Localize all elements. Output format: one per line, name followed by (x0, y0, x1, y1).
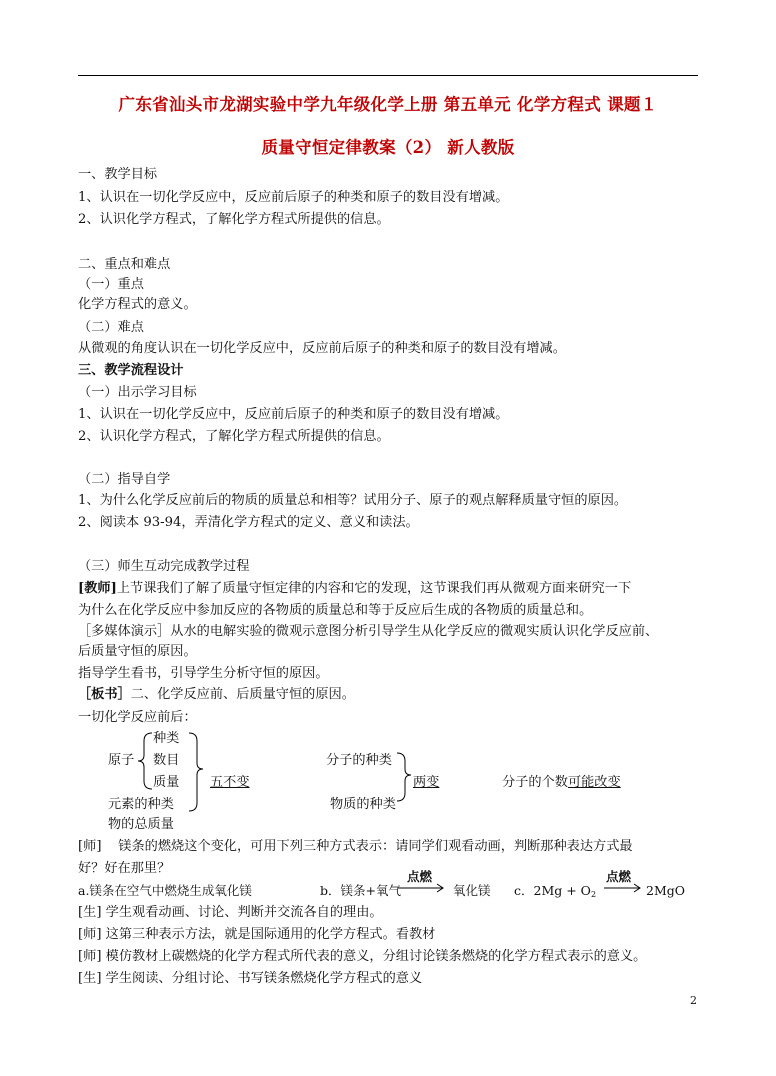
paragraph: 从微观的角度认识在一切化学反应中，反应前后原子的种类和原子的数目没有增减。 (78, 341, 566, 356)
subheading: （一）出示学习目标 (78, 385, 197, 400)
doc-title-line1: 广东省汕头市龙湖实验中学九年级化学上册 第五单元 化学方程式 课题１ (118, 95, 658, 114)
diagram-label-element-kind: 元素的种类 (108, 797, 174, 812)
paragraph: 1、认识在一切化学反应中，反应前后原子的种类和原子的数目没有增减。 (78, 407, 509, 422)
speaker-tag: ［板书］ (78, 687, 131, 702)
paragraph: 后质量守恒的原因。 (78, 644, 197, 659)
diagram-label-total-mass: 物的总质量 (108, 817, 174, 832)
section-heading: 一、教学目标 (78, 167, 158, 182)
paragraph: 1、认识在一切化学反应中，反应前后原子的种类和原子的数目没有增减。 (78, 190, 509, 205)
diagram-label-molecule-number-text: 分子的个数 (502, 775, 568, 790)
paragraph: 化学方程式的意义。 (78, 297, 197, 312)
doc-title-line2: 质量守恒定律教案（2） 新人教版 (261, 138, 515, 157)
speaker-tag: [师] (78, 839, 102, 854)
paragraph: [师] 模仿教材上碳燃烧的化学方程式所代表的意义，分组讨论镁条燃烧的化学方程式表示的意义。 (78, 949, 647, 964)
paragraph: 1、为什么化学反应前后的物质的质量总和相等？试用分子、原子的观点解释质量守恒的原因。 (78, 493, 628, 508)
equation-a: a.镁条在空气中燃烧生成氧化镁 (78, 883, 252, 898)
subheading: （一）重点 (78, 277, 144, 292)
paragraph-text: 上节课我们了解了质量守恒定律的内容和它的发现，这节课我们再从微观方面来研究一下 (116, 581, 632, 596)
equation-c-text: c．2Mg + O (514, 883, 591, 898)
paragraph: 2、认识化学方程式，了解化学方程式所提供的信息。 (78, 429, 390, 444)
paragraph: [生] 学生阅读、分组讨论、书写镁条燃烧化学方程式的意义 (78, 971, 423, 986)
paragraph-text: 镁条的燃烧这个变化，可用下列三种方式表示：请同学们观看动画，判断那种表达方式最 (118, 839, 633, 854)
equation-b-product: 氧化镁 (453, 883, 491, 898)
diagram-label-two-change: 两变 (413, 775, 440, 790)
diagram-label-kind: 种类 (153, 731, 180, 746)
paragraph: 好？好在那里？ (78, 861, 171, 876)
diagram-label-count: 数目 (153, 753, 180, 768)
paragraph: 2、认识化学方程式，了解化学方程式所提供的信息。 (78, 212, 390, 227)
subheading: （三）师生互动完成教学过程 (78, 559, 250, 574)
equation-c-subscript: 2 (590, 890, 597, 899)
paragraph: [生] 学生观看动画、讨论、判断并交流各自的理由。 (78, 905, 383, 920)
paragraph: 指导学生看书，引导学生分析守恒的原因。 (78, 666, 329, 681)
paragraph-text: 二、化学反应前、后质量守恒的原因。 (130, 687, 355, 702)
page-number: 2 (690, 994, 697, 1007)
speaker-tag: [教师] (78, 581, 117, 596)
subheading: （二）指导自学 (78, 472, 171, 487)
paragraph: 2、阅读本 93-94，弄清化学方程式的定义、意义和读法。 (78, 515, 419, 530)
paragraph: [师] 这第三种表示方法，就是国际通用的化学方程式。看教材 (78, 927, 436, 942)
diagram-label-may-change: 可能改变 (567, 775, 621, 790)
equation-b-condition: 点燃 (407, 869, 433, 884)
equation-c-reactants (514, 882, 596, 904)
paragraph: 一切化学反应前后： (78, 710, 197, 725)
diagram-label-atom: 原子 (108, 753, 135, 768)
subheading: （二）难点 (78, 320, 144, 335)
diagram-label-molecule-kind: 分子的种类 (326, 753, 392, 768)
diagram-label-five-unchanged: 五不变 (210, 775, 250, 790)
section-heading: 二、重点和难点 (78, 257, 171, 272)
paragraph: ［多媒体演示］从水的电解实验的微观示意图分析引导学生从化学反应的微观实质认识化学反应前、 (78, 624, 659, 639)
diagram-label-substance-kind: 物质的种类 (330, 797, 396, 812)
equation-c-product: 2MgO (646, 883, 686, 898)
equation-c-condition: 点燃 (606, 869, 632, 884)
diagram-label-mass: 质量 (153, 775, 180, 790)
section-heading: 三、教学流程设计 (78, 363, 184, 378)
equation-b-reactants: b．镁条+氧气 (320, 883, 401, 898)
paragraph: 为什么在化学反应中参加反应的各物质的质量总和等于反应后生成的各物质的质量总和。 (78, 603, 593, 618)
